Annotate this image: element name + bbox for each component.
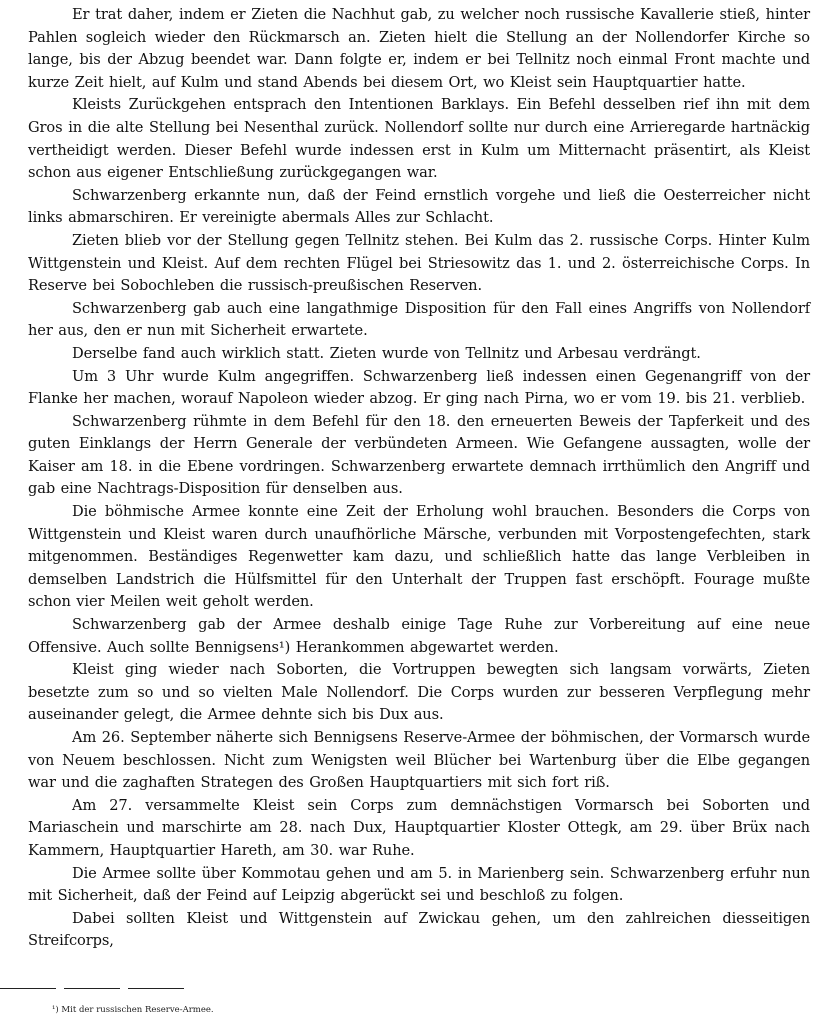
paragraph-10: Schwarzenberg gab der Armee deshalb einige Tage Ruhe zur Vorbereitung auf eine neue Offensive. Auch sollte Bennigsens¹) Herankommen abgewartet werden. (28, 616, 810, 656)
paragraph-3: Schwarzenberg erkannte nun, daß der Feind ernstlich vorgehe und ließ die Oesterreicher nicht links abmarschiren. Er vereinigte abermals Alles zur Schlacht. (28, 186, 810, 227)
footnote-rule-segment (128, 988, 184, 989)
paragraph-4: Zieten blieb vor der Stellung gegen Tellnitz stehen. Bei Kulm das 2. russische Corps. Hinter Kulm Wittgenstein und Kleist. Auf dem rechten Flügel bei Striesowitz das 1. und 2. österreichische Corps. In Reserve bei Sobochleben die russisch-preußischen Reserven. (28, 231, 810, 295)
paragraph-12: Am 26. September näherte sich Bennigsens Reserve-Armee der böhmischen, der Vormarsch wurde von Neuem beschlossen. Nicht zum Wenigsten weil Blücher bei Wartenburg über die Elbe gegangen war und die zaghaften Strategen des Großen Hauptquartiers mit sich fort riß. (28, 729, 810, 792)
paragraph-15: Dabei sollten Kleist und Wittgenstein auf Zwickau gehen, um den zahlreichen diesseitigen Streifcorps, (28, 909, 810, 950)
footnote: ¹) Mit der russischen Reserve-Armee. (52, 1005, 214, 1015)
paragraph-6: Derselbe fand auch wirklich statt. Zieten wurde von Tellnitz und Arbesau verdrängt. (72, 344, 701, 362)
paragraph-11: Kleist ging wieder nach Soborten, die Vortruppen bewegten sich langsam vorwärts, Zieten besetzte zum so und so vielten Male Nollendorf. Die Corps wurden zur besseren Verpflegung mehr auseinander gelegt, die Armee dehnte sich bis Dux aus. (28, 661, 810, 724)
paragraph-13: Am 27. versammelte Kleist sein Corps zum demnächstigen Vormarsch bei Soborten und Mariaschein und marschirte am 28. nach Dux, Hauptquartier Kloster Ottegk, am 29. über Brüx nach Kammern, Hauptquartier Hareth, am 30. war Ruhe. (28, 796, 810, 859)
footnote-divider (0, 988, 200, 989)
paragraph-9: Die böhmische Armee konnte eine Zeit der Erholung wohl brauchen. Besonders die Corps von Wittgenstein und Kleist waren durch unaufhörliche Märsche, verbunden mit Vorpostengefechten, stark mitgenommen. Beständiges Regenwetter kam dazu, und schließlich hatte das lange Verbleiben in demselben Landstrich die Hülfsmittel für den Unterhalt der Truppen fast erschöpft. Fourage mußte schon vier Meilen weit geholt werden. (28, 503, 810, 611)
paragraph-7: Um 3 Uhr wurde Kulm angegriffen. Schwarzenberg ließ indessen einen Gegenangriff von der Flanke her machen, worauf Napoleon wieder abzog. Er ging nach Pirna, wo er vom 19. bis 21. verblieb. (28, 367, 810, 408)
paragraph-2: Kleists Zurückgehen entsprach den Intentionen Barklays. Ein Befehl desselben rief ihn mit dem Gros in die alte Stellung bei Nesenthal zurück. Nollendorf sollte nur durch eine Arrieregarde hartnäckig vertheidigt werden. Dieser Befehl wurde indessen erst in Kulm um Mitternacht präsentirt, als Kleist schon aus eigener Entschließung zurückgegangen war. (28, 96, 810, 182)
paragraph-14: Die Armee sollte über Kommotau gehen und am 5. in Marienberg sein. Schwarzenberg erfuhr nun mit Sicherheit, daß der Feind auf Leipzig abgerückt sei und beschloß zu folgen. (28, 864, 810, 905)
paragraph-5: Schwarzenberg gab auch eine langathmige Disposition für den Fall eines Angriffs von Nollendorf her aus, den er nun mit Sicherheit erwartete. (28, 299, 810, 340)
footnote-rule-segment (0, 988, 56, 989)
paragraph-8: Schwarzenberg rühmte in dem Befehl für den 18. den erneuerten Beweis der Tapferkeit und des guten Einklangs der Herrn Generale der verbündeten Armeen. Wie Gefangene aussagten, wolle der Kaiser am 18. in die Ebene vordringen. Schwarzenberg erwartete demnach irrthümlich den Angriff und gab eine Nachtrags-Disposition für denselben aus. (28, 412, 810, 498)
paragraph-1: Er trat daher, indem er Zieten die Nachhut gab, zu welcher noch russische Kavallerie stieß, hinter Pahlen sogleich wieder den Rückmarsch an. Zieten hielt die Stellung an der Nollendorfer Kirche so lange, bis der Abzug beendet war. Dann folgte er, indem er bei Tellnitz noch einmal Front machte und kurze Zeit hielt, auf Kulm und stand Abends bei diesem Ort, wo Kleist sein Hauptquartier hatte. (28, 6, 810, 91)
document-page (28, 4, 810, 953)
footnote-rule-segment (64, 988, 120, 989)
